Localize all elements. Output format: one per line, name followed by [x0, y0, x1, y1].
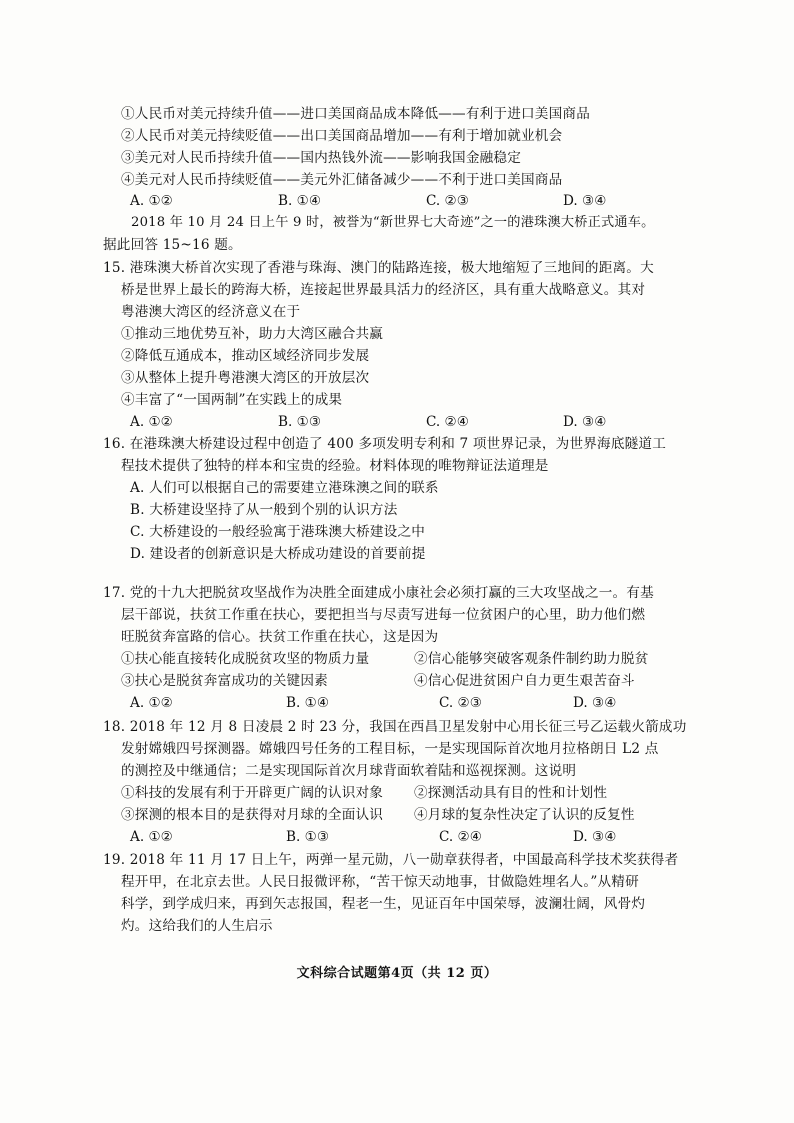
- q15-item-3: ③从整体上提升粤港澳大湾区的开放层次: [121, 370, 370, 386]
- q16-choice-b[interactable]: B. 大桥建设坚持了从一般到个别的认识方法: [130, 502, 398, 518]
- q17-item-1: ①扶心能直接转化成脱贫攻坚的物质力量: [121, 651, 370, 667]
- q17-option-d[interactable]: D. ③④: [573, 695, 617, 711]
- q17-option-c[interactable]: C. ②③: [439, 695, 482, 711]
- q15-options: [0, 411, 794, 433]
- q14-option-d[interactable]: D. ③④: [563, 193, 607, 209]
- q14-options: [0, 190, 794, 212]
- q17-option-b[interactable]: B. ①④: [286, 695, 330, 711]
- q18-stem-line-2: 发射嫦娥四号探测器。嫦娥四号任务的工程目标，一是实现国际首次地月拉格朗日 L2 点: [121, 741, 659, 757]
- q18-item-3: ③探测的根本目的是获得对月球的全面认识: [121, 807, 384, 823]
- q17-item-4: ④信心促进贫困户自力更生艰苦奋斗: [414, 673, 635, 689]
- q15-stem-line-1: 15. 港珠澳大桥首次实现了香港与珠海、澳门的陆路连接，极大地缩短了三地间的距离。大: [103, 260, 654, 276]
- q19-stem-line-1: 19. 2018 年 11 月 17 日上午，两弹一星元勋，八一勋章获得者，中国最高科学技术奖获得者: [103, 852, 679, 868]
- q19-stem-line-2: 程开甲，在北京去世。人民日报微评称，“苦干惊天动地事，甘做隐姓埋名人。”从精研: [121, 874, 639, 890]
- q17-stem-line-3: 旺脱贫奔富路的信心。扶贫工作重在扶心，这是因为: [121, 629, 439, 645]
- q19-stem-line-4: 灼。这给我们的人生启示: [121, 918, 273, 934]
- q18-stem-line-3: 的测控及中继通信；二是实现国际首次月球背面软着陆和巡视探测。这说明: [121, 763, 577, 779]
- q14-item-3: ③美元对人民币持续升值——国内热钱外流——影响我国金融稳定: [121, 150, 522, 166]
- q14-item-2: ②人民币对美元持续贬值——出口美国商品增加——有利于增加就业机会: [121, 128, 563, 144]
- q15-option-a[interactable]: A. ①②: [130, 414, 173, 430]
- q14-option-b[interactable]: B. ①④: [278, 193, 322, 209]
- q15-stem-line-3: 粤港澳大湾区的经济意义在于: [121, 304, 301, 320]
- q18-option-d[interactable]: D. ③④: [573, 829, 617, 845]
- q16-stem-line-2: 程技术提供了独特的样本和宝贵的经验。材料体现的唯物辩证法道理是: [121, 458, 549, 474]
- q14-item-1: ①人民币对美元持续升值——进口美国商品成本降低——有利于进口美国商品: [121, 106, 590, 122]
- q14-item-4: ④美元对人民币持续贬值——美元外汇储备减少——不利于进口美国商品: [121, 172, 563, 188]
- q18-item-4: ④月球的复杂性决定了认识的反复性: [414, 807, 635, 823]
- q15-item-2: ②降低互通成本，推动区域经济同步发展: [121, 348, 370, 364]
- q16-choice-d[interactable]: D. 建设者的创新意识是大桥成功建设的首要前提: [130, 546, 426, 562]
- q15-option-d[interactable]: D. ③④: [563, 414, 607, 430]
- q18-stem-line-1: 18. 2018 年 12 月 8 日凌晨 2 时 23 分，我国在西昌卫星发射中心用长征三号乙运载火箭成功: [103, 719, 687, 735]
- q14-option-a[interactable]: A. ①②: [130, 193, 173, 209]
- q17-stem-line-2: 层干部说，扶贫工作重在扶心，要把担当与尽责写进每一位贫困户的心里，助力他们燃: [121, 607, 646, 623]
- q18-options: [0, 826, 794, 848]
- q15-option-b[interactable]: B. ①③: [278, 414, 322, 430]
- q16-stem-line-1: 16. 在港珠澳大桥建设过程中创造了 400 多项发明专利和 7 项世界记录，为世界海底隧道工: [103, 436, 666, 452]
- q17-options: [0, 692, 794, 714]
- q15-item-1: ①推动三地优势互补，助力大湾区融合共赢: [121, 326, 384, 342]
- intro-line-2: 据此回答 15~16 题。: [103, 237, 242, 253]
- q15-stem-line-2: 桥是世界上最长的跨海大桥，连接起世界最具活力的经济区，具有重大战略意义。其对: [121, 282, 646, 298]
- q17-stem-line-1: 17. 党的十九大把脱贫攻坚战作为决胜全面建成小康社会必须打赢的三大攻坚战之一。有基: [103, 585, 654, 601]
- q18-option-b[interactable]: B. ①③: [286, 829, 330, 845]
- q18-item-2: ②探测活动具有目的性和计划性: [414, 785, 608, 801]
- q16-choice-a[interactable]: A. 人们可以根据自己的需要建立港珠澳之间的联系: [130, 480, 439, 496]
- q17-option-a[interactable]: A. ①②: [130, 695, 173, 711]
- q17-item-3: ③扶心是脱贫奔富成功的关键因素: [121, 673, 328, 689]
- q18-option-c[interactable]: C. ②④: [439, 829, 482, 845]
- q16-choice-c[interactable]: C. 大桥建设的一般经验寓于港珠澳大桥建设之中: [130, 524, 426, 540]
- q15-option-c[interactable]: C. ②④: [426, 414, 469, 430]
- q15-item-4: ④丰富了“一国两制”在实践上的成果: [121, 392, 343, 408]
- q17-item-2: ②信心能够突破客观条件制约助力脱贫: [414, 651, 649, 667]
- q18-option-a[interactable]: A. ①②: [130, 829, 173, 845]
- q14-option-c[interactable]: C. ②③: [426, 193, 469, 209]
- q18-item-1: ①科技的发展有利于开辟更广阔的认识对象: [121, 785, 384, 801]
- intro-line-1: 2018 年 10 月 24 日上午 9 时，被誉为“新世界七大奇迹”之一的港珠澳大桥正式通车。: [131, 215, 655, 230]
- q19-stem-line-3: 科学，到学成归来，再到矢志报国，程老一生，见证百年中国荣辱，波澜壮阔，风骨灼: [121, 896, 646, 912]
- page-footer: 文科综合试题第4页（共 12 页）: [296, 966, 498, 981]
